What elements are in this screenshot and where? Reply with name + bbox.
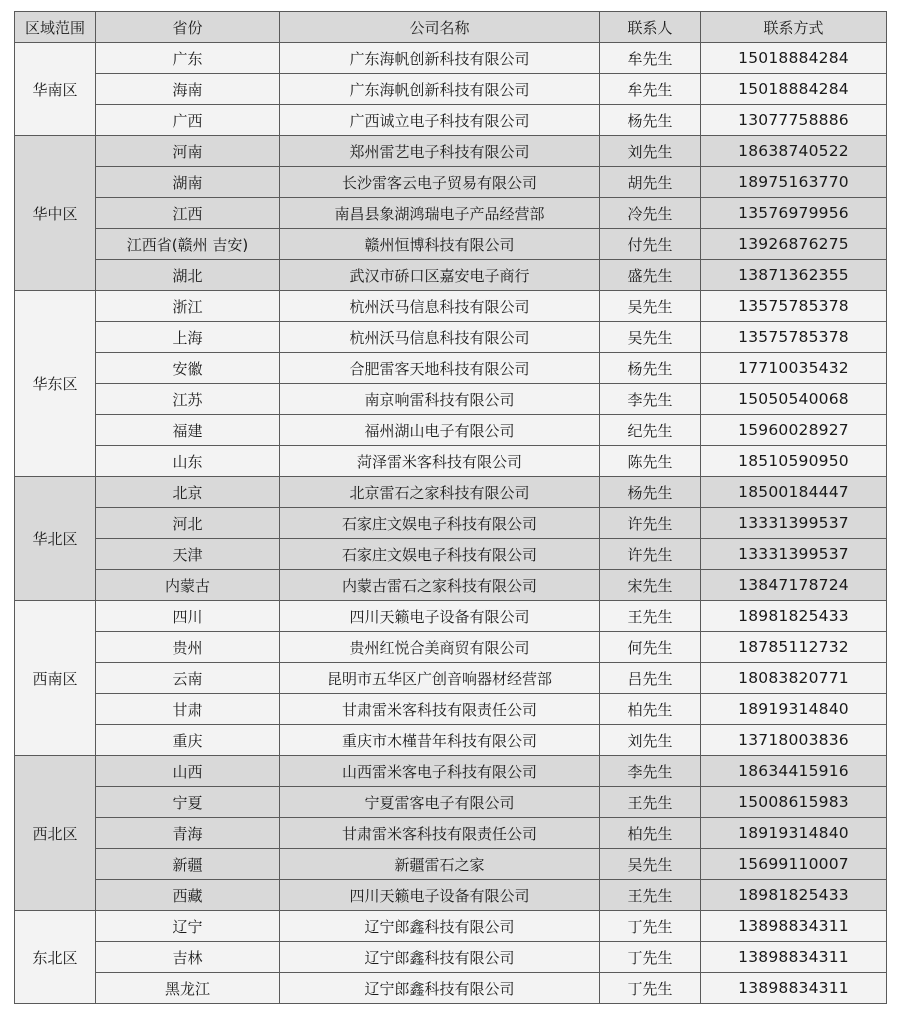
contact-cell: 王先生 (600, 880, 701, 911)
table-row (15, 446, 887, 477)
company-cell: 宁夏雷客电子有限公司 (280, 787, 600, 818)
contact-cell: 柏先生 (600, 694, 701, 725)
region-cell: 华北区 (15, 477, 96, 601)
province-cell: 海南 (96, 74, 280, 105)
company-cell: 辽宁郎鑫科技有限公司 (280, 942, 600, 973)
province-cell: 广西 (96, 105, 280, 136)
table-row (15, 942, 887, 973)
contact-cell: 陈先生 (600, 446, 701, 477)
contact-cell: 李先生 (600, 384, 701, 415)
company-cell: 长沙雷客云电子贸易有限公司 (280, 167, 600, 198)
company-cell: 杭州沃马信息科技有限公司 (280, 291, 600, 322)
table-row (15, 725, 887, 756)
company-cell: 贵州红悦合美商贸有限公司 (280, 632, 600, 663)
province-cell: 江苏 (96, 384, 280, 415)
table-row (15, 880, 887, 911)
contact-cell: 刘先生 (600, 136, 701, 167)
phone-cell: 13718003836 (701, 725, 887, 756)
province-cell: 湖南 (96, 167, 280, 198)
contact-cell: 王先生 (600, 601, 701, 632)
province-cell: 安徽 (96, 353, 280, 384)
table-row (15, 260, 887, 291)
region-cell: 华南区 (15, 43, 96, 136)
phone-cell: 13871362355 (701, 260, 887, 291)
company-cell: 南京响雷科技有限公司 (280, 384, 600, 415)
company-cell: 甘肃雷米客科技有限责任公司 (280, 818, 600, 849)
table-row (15, 167, 887, 198)
table-row (15, 663, 887, 694)
header-company: 公司名称 (280, 12, 600, 43)
company-cell: 石家庄文娱电子科技有限公司 (280, 539, 600, 570)
phone-cell: 13898834311 (701, 942, 887, 973)
contact-cell: 冷先生 (600, 198, 701, 229)
region-group (15, 291, 887, 477)
contact-cell: 王先生 (600, 787, 701, 818)
table-row (15, 911, 887, 942)
company-cell: 四川天籁电子设备有限公司 (280, 601, 600, 632)
phone-cell: 15960028927 (701, 415, 887, 446)
header-row (15, 12, 887, 43)
phone-cell: 15018884284 (701, 43, 887, 74)
contact-cell: 刘先生 (600, 725, 701, 756)
table-row (15, 632, 887, 663)
table-row (15, 787, 887, 818)
province-cell: 辽宁 (96, 911, 280, 942)
contact-cell: 丁先生 (600, 911, 701, 942)
phone-cell: 18975163770 (701, 167, 887, 198)
province-cell: 山西 (96, 756, 280, 787)
company-cell: 昆明市五华区广创音响器材经营部 (280, 663, 600, 694)
phone-cell: 15050540068 (701, 384, 887, 415)
province-cell: 上海 (96, 322, 280, 353)
dealer-contact-table (14, 11, 887, 1004)
phone-cell: 18981825433 (701, 880, 887, 911)
table-row (15, 973, 887, 1004)
header-province: 省份 (96, 12, 280, 43)
company-cell: 广东海帆创新科技有限公司 (280, 74, 600, 105)
company-cell: 新疆雷石之家 (280, 849, 600, 880)
contact-cell: 吕先生 (600, 663, 701, 694)
company-cell: 四川天籁电子设备有限公司 (280, 880, 600, 911)
company-cell: 福州湖山电子有限公司 (280, 415, 600, 446)
province-cell: 云南 (96, 663, 280, 694)
table-row (15, 539, 887, 570)
table-row (15, 229, 887, 260)
table-row (15, 849, 887, 880)
province-cell: 新疆 (96, 849, 280, 880)
region-group (15, 43, 887, 136)
company-cell: 赣州恒博科技有限公司 (280, 229, 600, 260)
province-cell: 北京 (96, 477, 280, 508)
region-cell: 华中区 (15, 136, 96, 291)
table-row (15, 756, 887, 787)
phone-cell: 18510590950 (701, 446, 887, 477)
province-cell: 黑龙江 (96, 973, 280, 1004)
phone-cell: 18785112732 (701, 632, 887, 663)
company-cell: 辽宁郎鑫科技有限公司 (280, 973, 600, 1004)
table-row (15, 136, 887, 167)
table-row (15, 353, 887, 384)
contact-cell: 纪先生 (600, 415, 701, 446)
phone-cell: 13331399537 (701, 508, 887, 539)
phone-cell: 18634415916 (701, 756, 887, 787)
province-cell: 福建 (96, 415, 280, 446)
contact-cell: 杨先生 (600, 105, 701, 136)
province-cell: 广东 (96, 43, 280, 74)
province-cell: 湖北 (96, 260, 280, 291)
company-cell: 南昌县象湖鸿瑞电子产品经营部 (280, 198, 600, 229)
table-row (15, 74, 887, 105)
table-row (15, 105, 887, 136)
company-cell: 石家庄文娱电子科技有限公司 (280, 508, 600, 539)
contact-cell: 盛先生 (600, 260, 701, 291)
province-cell: 青海 (96, 818, 280, 849)
contact-cell: 何先生 (600, 632, 701, 663)
contact-cell: 吴先生 (600, 849, 701, 880)
company-cell: 广西诚立电子科技有限公司 (280, 105, 600, 136)
contact-cell: 吴先生 (600, 291, 701, 322)
province-cell: 西藏 (96, 880, 280, 911)
contact-cell: 牟先生 (600, 43, 701, 74)
phone-cell: 13331399537 (701, 539, 887, 570)
table-row (15, 477, 887, 508)
phone-cell: 18919314840 (701, 694, 887, 725)
company-cell: 重庆市木槿昔年科技有限公司 (280, 725, 600, 756)
phone-cell: 13898834311 (701, 911, 887, 942)
region-group (15, 136, 887, 291)
province-cell: 吉林 (96, 942, 280, 973)
table-row (15, 384, 887, 415)
company-cell: 辽宁郎鑫科技有限公司 (280, 911, 600, 942)
contact-cell: 吴先生 (600, 322, 701, 353)
phone-cell: 13077758886 (701, 105, 887, 136)
phone-cell: 13576979956 (701, 198, 887, 229)
table-row (15, 198, 887, 229)
company-cell: 武汉市硚口区嘉安电子商行 (280, 260, 600, 291)
phone-cell: 18500184447 (701, 477, 887, 508)
header-region: 区域范围 (15, 12, 96, 43)
region-group (15, 756, 887, 911)
phone-cell: 18919314840 (701, 818, 887, 849)
table-row (15, 818, 887, 849)
region-group (15, 911, 887, 1004)
province-cell: 甘肃 (96, 694, 280, 725)
region-group (15, 477, 887, 601)
table-row (15, 322, 887, 353)
company-cell: 杭州沃马信息科技有限公司 (280, 322, 600, 353)
phone-cell: 15008615983 (701, 787, 887, 818)
company-cell: 郑州雷艺电子科技有限公司 (280, 136, 600, 167)
contact-cell: 许先生 (600, 539, 701, 570)
table-row (15, 570, 887, 601)
region-cell: 西南区 (15, 601, 96, 756)
province-cell: 江西省(赣州 吉安) (96, 229, 280, 260)
province-cell: 河南 (96, 136, 280, 167)
province-cell: 浙江 (96, 291, 280, 322)
table-row (15, 694, 887, 725)
contact-cell: 柏先生 (600, 818, 701, 849)
phone-cell: 13575785378 (701, 322, 887, 353)
phone-cell: 17710035432 (701, 353, 887, 384)
contact-cell: 丁先生 (600, 973, 701, 1004)
company-cell: 广东海帆创新科技有限公司 (280, 43, 600, 74)
company-cell: 菏泽雷米客科技有限公司 (280, 446, 600, 477)
table-header (15, 12, 887, 43)
province-cell: 宁夏 (96, 787, 280, 818)
contact-cell: 许先生 (600, 508, 701, 539)
company-cell: 合肥雷客天地科技有限公司 (280, 353, 600, 384)
phone-cell: 18083820771 (701, 663, 887, 694)
contact-cell: 牟先生 (600, 74, 701, 105)
province-cell: 贵州 (96, 632, 280, 663)
header-phone: 联系方式 (701, 12, 887, 43)
region-cell: 华东区 (15, 291, 96, 477)
table-row (15, 508, 887, 539)
province-cell: 天津 (96, 539, 280, 570)
province-cell: 山东 (96, 446, 280, 477)
phone-cell: 13926876275 (701, 229, 887, 260)
phone-cell: 18638740522 (701, 136, 887, 167)
province-cell: 内蒙古 (96, 570, 280, 601)
province-cell: 河北 (96, 508, 280, 539)
region-cell: 西北区 (15, 756, 96, 911)
contact-cell: 宋先生 (600, 570, 701, 601)
header-contact: 联系人 (600, 12, 701, 43)
phone-cell: 15699110007 (701, 849, 887, 880)
contact-cell: 杨先生 (600, 477, 701, 508)
phone-cell: 15018884284 (701, 74, 887, 105)
contact-cell: 李先生 (600, 756, 701, 787)
table-row (15, 601, 887, 632)
phone-cell: 13847178724 (701, 570, 887, 601)
company-cell: 甘肃雷米客科技有限责任公司 (280, 694, 600, 725)
contact-cell: 付先生 (600, 229, 701, 260)
contact-cell: 杨先生 (600, 353, 701, 384)
contact-cell: 丁先生 (600, 942, 701, 973)
province-cell: 江西 (96, 198, 280, 229)
table-row (15, 291, 887, 322)
table-row (15, 43, 887, 74)
region-cell: 东北区 (15, 911, 96, 1004)
province-cell: 重庆 (96, 725, 280, 756)
phone-cell: 18981825433 (701, 601, 887, 632)
region-group (15, 601, 887, 756)
company-cell: 山西雷米客电子科技有限公司 (280, 756, 600, 787)
province-cell: 四川 (96, 601, 280, 632)
phone-cell: 13575785378 (701, 291, 887, 322)
table-row (15, 415, 887, 446)
contact-cell: 胡先生 (600, 167, 701, 198)
phone-cell: 13898834311 (701, 973, 887, 1004)
company-cell: 内蒙古雷石之家科技有限公司 (280, 570, 600, 601)
company-cell: 北京雷石之家科技有限公司 (280, 477, 600, 508)
